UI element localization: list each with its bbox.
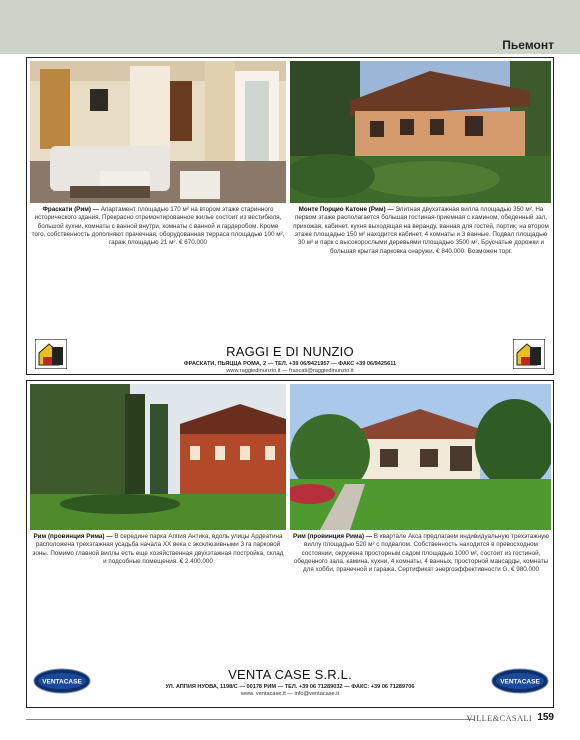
photo-monte-porzio-villa [290, 61, 551, 203]
photo-axa-villa [290, 384, 551, 530]
agency-address: ФРАСКАТИ, ПЬЯЦЦА РОМА, 2 — ТЕЛ. +39 06/9421957 — ФАКС +39 06/9425611 [183, 361, 397, 367]
listing-frascati [31, 206, 285, 248]
logo-text: VENTACASE [42, 678, 82, 686]
header-band [0, 0, 580, 54]
listing-text: В квартале Акса предлагаем индивидуальную трехэтажную виллу площадью 520 м² с подвалом. Собственность находится в превосходном состоянии, окружена просторным садом площадью 1000 м², состоит из гостиной, обеденного зала, камина, кухни, 4 комнаты, 4 ванных, просторной мансарды, комнаты для хобби, прачечной и гаража. Сертификат энергоэффективности G. € 980.000 [293, 533, 549, 574]
listing-title: Фраскати (Рим) — [42, 206, 100, 213]
footer-divider [26, 719, 474, 720]
agency-ventacase [27, 667, 553, 697]
listing-title: Монте Порцио Катоне (Рим) — [298, 206, 394, 213]
listing-text: Элитная двухэтажная вилла площадью 350 м². На первом этаже располагается большая гостиная-приемная с камином, обеденный зал, прихожая, кабинет, кухня выходящая на веранду, ванная для гостей, портик; на втором этаже площадью 150 м² находится кабинет, 4 комнаты и 3 ванные. Подвал площадью 30 м² и парк с высокорослыми деревьями площадью 3500 м². Брусчатые дорожки и большая крытая парковка снаружи. € 840.000. Возможен торг. [293, 206, 549, 255]
listing-text: В середине парка Аппия Антика, вдоль улицы Ардеатина расположена трехэтажная усадьба начала XX века с эксклюзивными 3 га парковой зоны. Помимо главной виллы есть еще хозяйственная двухэтажная постройка, склад и подсобные помещения. € 2.400.000 [32, 533, 284, 566]
listing-title: Рим (провинция Рима) — [33, 533, 113, 540]
logo-text: VENTACASE [500, 678, 540, 686]
page-footer [26, 712, 554, 726]
magazine-name: VILLE&CASALI [466, 713, 532, 723]
agency-name: RAGGI E DI NUNZIO [226, 344, 354, 359]
listing-monte-porzio [292, 206, 550, 256]
photo-frascati-living-room [30, 61, 286, 203]
listing-axa [292, 533, 550, 575]
ad-block-ventacase [26, 380, 554, 708]
listing-title: Рим (провинция Рима) — [293, 533, 373, 540]
agency-name: VENTA CASE S.R.L. [228, 667, 352, 682]
agency-website[interactable]: www.raggiedinunzio.it — frascati@raggiedinunzio.it [226, 368, 354, 374]
page-number: 159 [537, 712, 554, 723]
agency-website[interactable]: www. ventacase.it — info@ventacase.it [240, 691, 340, 697]
listing-appia-antica [31, 533, 285, 566]
region-title: Пьемонт [502, 38, 554, 52]
ad-block-raggi [26, 57, 554, 375]
photo-appia-antica-estate [30, 384, 286, 530]
agency-address: УЛ. АППИЯ НУОВА, 1198/C — 00178 РИМ — ТЕЛ. +39 06 71289032 — ФАКС: +39 06 71289706 [165, 684, 415, 690]
listing-text: Апартамент площадью 170 м² на втором этаже старинного исторического здания. Прекрасно отремонтированное жилье состоит из вестибюля, большой кухни, комнаты с ванной внутри, комнаты с ванной и гардеробом. Кроме того, собственность дополняют прачечная, оборудованная терраса площадью 100 м², гараж площадью 21 м². € 670.000 [31, 206, 285, 247]
agency-raggi [27, 344, 553, 374]
